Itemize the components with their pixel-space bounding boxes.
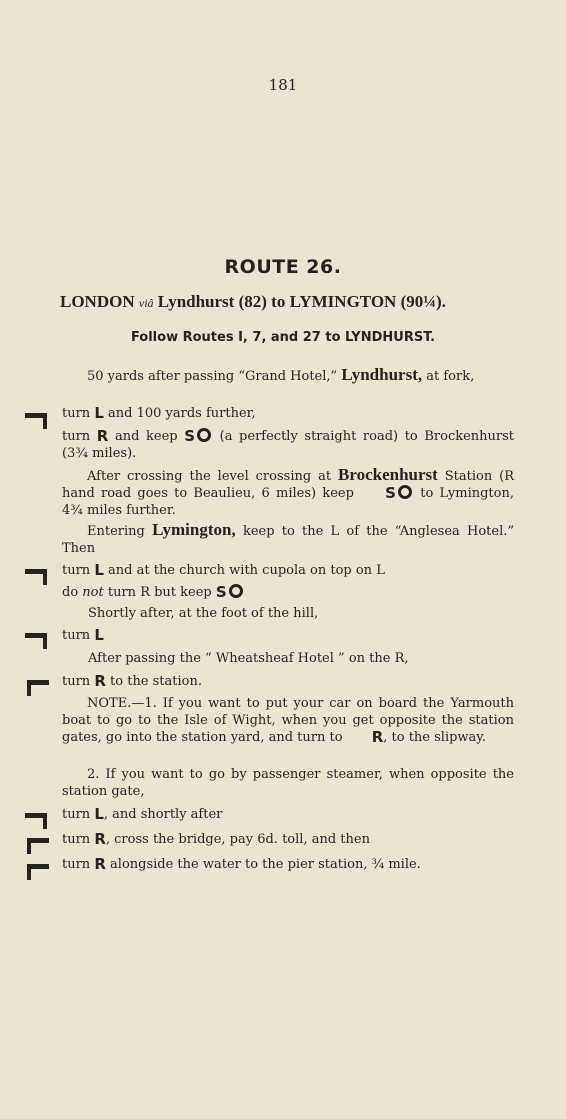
turn-word: turn: [62, 832, 91, 847]
page-number: 181: [268, 76, 298, 94]
direction-text: Station (R hand road goes to Beaulieu, 6 miles) keep: [62, 469, 515, 501]
direction-line: [62, 406, 256, 422]
route-midpoint: Lyndhurst (82) to: [157, 292, 286, 311]
direction-line: [62, 628, 104, 644]
direction-text: Entering: [87, 524, 145, 539]
direction-line: After passing the “ Wheatsheaf Hotel ” on the R,: [88, 651, 409, 666]
direction-line: [62, 857, 421, 873]
direction-text: , cross the bridge, pay 6d. toll, and then: [105, 832, 370, 847]
route-title: ROUTE 26.: [224, 256, 342, 278]
direction-text: to the station.: [110, 674, 202, 689]
turn-word: turn: [62, 429, 91, 444]
note-paragraph: [62, 766, 514, 800]
direction-text: and keep: [114, 429, 178, 444]
route-origin: LONDON: [60, 292, 135, 311]
direction-line: [62, 807, 222, 823]
direction-line: [62, 563, 385, 579]
note-paragraph: [62, 695, 514, 746]
place-name-lyndhurst: Lyndhurst,: [341, 365, 423, 384]
emphasis-not: not: [82, 585, 104, 600]
place-name-lymington: Lymington,: [152, 520, 236, 539]
direction-paragraph: [62, 428, 514, 462]
turn-word: turn: [62, 807, 91, 822]
turn-word: turn: [62, 563, 91, 578]
direction-paragraph: [62, 466, 514, 519]
straight-on-icon: S: [215, 583, 227, 601]
direction-paragraph: [62, 521, 514, 557]
route-subtitle: [60, 292, 540, 312]
turn-right-icon: R: [96, 427, 109, 445]
direction-line: Shortly after, at the foot of the hill,: [88, 606, 319, 621]
direction-line: [62, 832, 370, 848]
turn-left-icon: L: [94, 626, 104, 644]
follow-routes-note: Follow Routes I, 7, and 27 to LYNDHURST.: [130, 330, 436, 345]
route-via: viâ: [138, 296, 154, 310]
direction-text: turn R but keep: [107, 585, 212, 600]
direction-text: After crossing the level crossing at: [87, 469, 332, 484]
straight-on-icon: S: [184, 427, 196, 445]
direction-line: [62, 674, 202, 690]
turn-word: turn: [62, 406, 91, 421]
straight-on-icon: S: [385, 484, 396, 502]
direction-text: 50 yards after passing “Grand Hotel,”: [87, 369, 338, 384]
direction-text: and 100 yards further,: [108, 406, 256, 421]
direction-text: do: [62, 585, 79, 600]
direction-line: [62, 584, 245, 601]
turn-left-icon: L: [94, 561, 104, 579]
turn-left-icon: L: [94, 404, 104, 422]
turn-right-icon: R: [94, 855, 106, 873]
straight-on-ring-icon: [398, 485, 412, 499]
direction-text: and at the church with cupola on top on L: [108, 563, 385, 578]
turn-word: turn: [62, 628, 91, 643]
turn-right-icon: R: [371, 728, 384, 746]
direction-paragraph: [62, 366, 514, 385]
turn-word: turn: [62, 857, 91, 872]
direction-text: to Lymington, 4¾ miles further.: [62, 486, 514, 518]
note-text: , to the slipway.: [383, 730, 487, 745]
straight-on-ring-icon: [229, 584, 243, 598]
turn-left-icon: L: [94, 805, 104, 823]
note-text: NOTE.—1. If you want to put your car on board the Yarmouth boat to go to the Isle of Wight, when you get opposite the station gates, go into the station yard, and turn to: [62, 696, 514, 745]
direction-text: alongside the water to the pier station, ¾ mile.: [110, 857, 421, 872]
note-text: 2. If you want to go by passenger steamer, when opposite the station gate,: [62, 767, 514, 799]
place-name-brockenhurst: Brockenhurst: [338, 465, 438, 484]
direction-text: (a perfectly straight road) to Brockenhurst (3¾ miles).: [62, 429, 515, 461]
route-destination: LYMINGTON (90¼).: [289, 292, 446, 311]
direction-text: at fork,: [426, 369, 475, 384]
turn-right-icon: R: [94, 830, 106, 848]
direction-text: , and shortly after: [103, 807, 223, 822]
turn-right-icon: R: [94, 672, 106, 690]
direction-text: keep to the L of the “Anglesea Hotel.” Then: [62, 524, 515, 556]
turn-word: turn: [62, 674, 91, 689]
straight-on-ring-icon: [197, 428, 211, 442]
